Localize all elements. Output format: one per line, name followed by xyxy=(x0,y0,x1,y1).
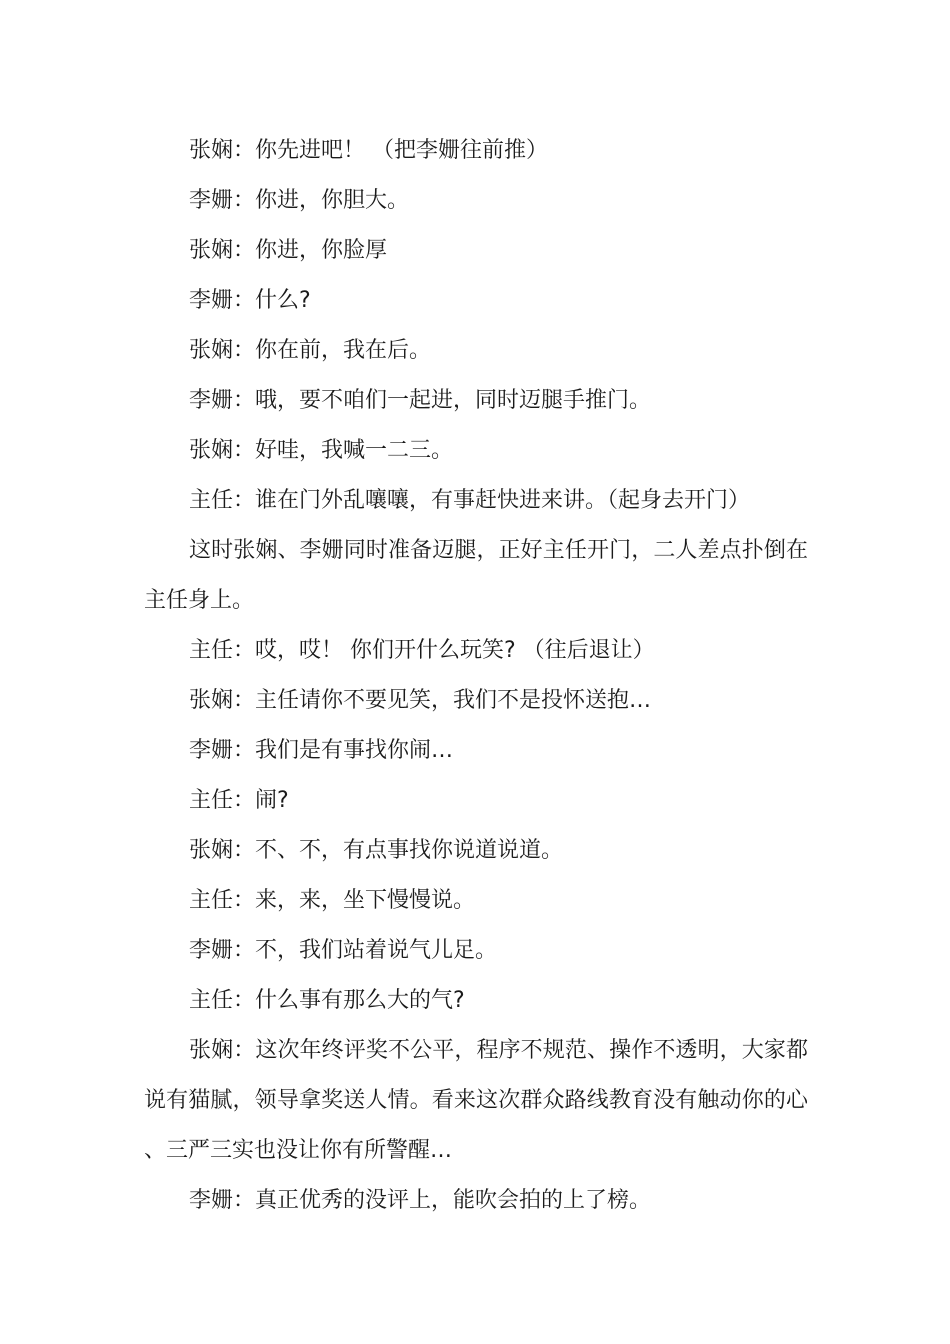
dialogue-line: 张娴：你先进吧！ （把李姗往前推） xyxy=(189,138,548,163)
dialogue-line: 张娴：好哇，我喊一二三。 xyxy=(189,438,454,463)
dialogue-line: 李姗：哦，要不咱们一起进，同时迈腿手推门。 xyxy=(189,388,652,413)
script-text xyxy=(144,126,808,1226)
dialogue-line: 李姗：不，我们站着说气儿足。 xyxy=(189,938,498,963)
dialogue-line: 主任：什么事有那么大的气? xyxy=(189,988,465,1013)
stage-direction: 这时张娴、李姗同时准备迈腿，正好主任开门，二人差点扑倒在主任身上。 xyxy=(144,538,808,613)
dialogue-line: 张娴：不、不，有点事找你说道说道。 xyxy=(189,838,564,863)
dialogue-line: 主任：来，来，坐下慢慢说。 xyxy=(189,888,476,913)
dialogue-line: 主任：谁在门外乱嚷嚷，有事赶快进来讲。（起身去开门） xyxy=(189,488,751,513)
dialogue-line: 主任：哎，哎！ 你们开什么玩笑? （往后退让） xyxy=(189,638,655,663)
dialogue-line: 张娴：你在前，我在后。 xyxy=(189,338,432,363)
dialogue-line: 李姗：什么? xyxy=(189,288,311,313)
dialogue-line: 张娴：你进，你脸厚 xyxy=(189,238,388,263)
dialogue-line: 李姗：真正优秀的没评上，能吹会拍的上了榜。 xyxy=(189,1188,652,1213)
dialogue-line: 张娴：这次年终评奖不公平，程序不规范、操作不透明，大家都说有猫腻，领导拿奖送人情。看来这次群众路线教育没有触动你的心、三严三实也没让你有所警醒… xyxy=(144,1038,808,1163)
dialogue-line: 李姗：我们是有事找你闹… xyxy=(189,738,454,763)
dialogue-line: 主任：闹? xyxy=(189,788,289,813)
dialogue-line: 张娴：主任请你不要见笑，我们不是投怀送抱… xyxy=(189,688,652,713)
dialogue-line: 李姗：你进，你胆大。 xyxy=(189,188,410,213)
